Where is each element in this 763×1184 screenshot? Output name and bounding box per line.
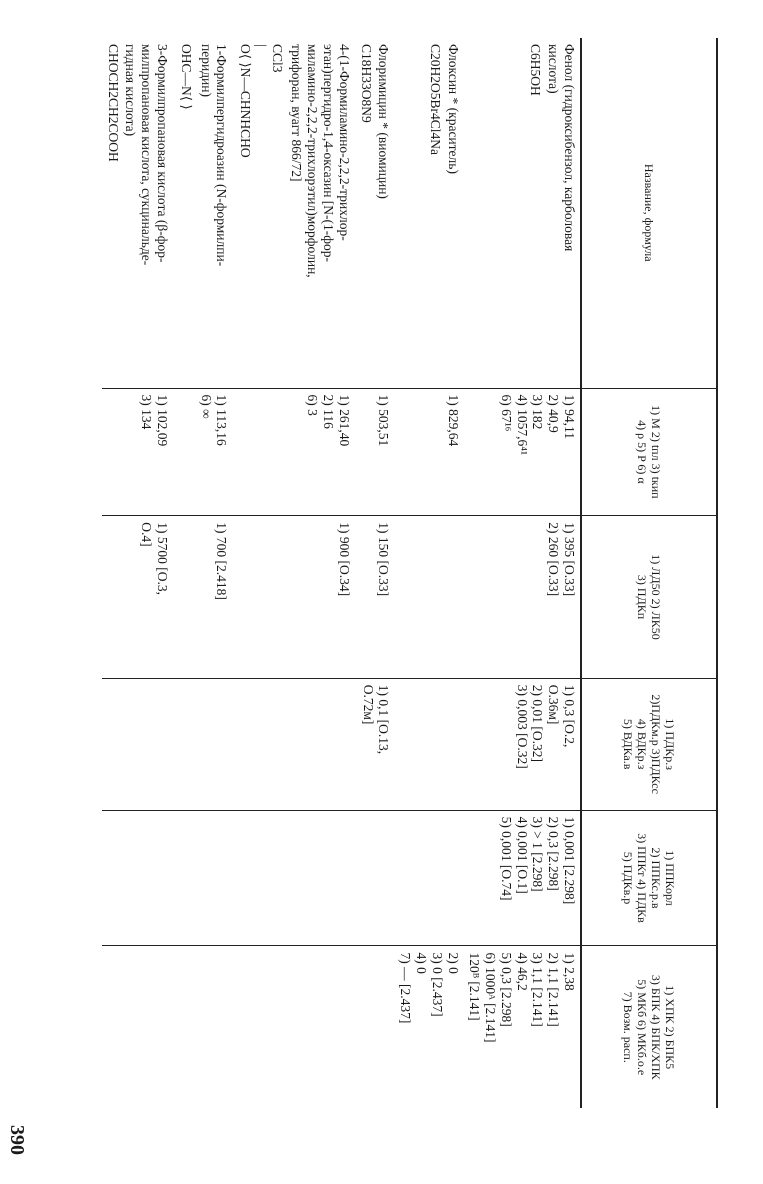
value-line: 6) 1000ᴬ [2.141] xyxy=(483,952,499,1043)
toxicity-cell xyxy=(102,516,173,678)
table-row xyxy=(173,38,232,1108)
substance-name-cell xyxy=(355,38,395,388)
value-line: 5) 0,3 [2.298] xyxy=(498,952,514,1027)
value-line: 2) 260 [О.33] xyxy=(546,522,562,597)
value-line: 4) 1057,6⁴¹ xyxy=(514,394,530,456)
substance-name: гидная кислота) xyxy=(123,44,139,137)
value-line: 1) 0,3 [О.2, xyxy=(562,684,577,748)
value-line: 2) 1,1 [2.141] xyxy=(546,952,562,1027)
table-row xyxy=(102,38,173,1108)
structure-formula xyxy=(237,44,284,382)
water-limits-cell xyxy=(102,810,173,946)
header-line: 1) ПДКр.з xyxy=(663,718,678,770)
air-limits-cell xyxy=(173,678,232,810)
toxicity-cell xyxy=(394,516,463,678)
structure-line: OHC—N⟨ ⟩ xyxy=(178,44,194,110)
value-line: 1) 261,40 xyxy=(336,394,352,447)
table-header-row xyxy=(581,38,717,1108)
value-line: 7) — [2.437] xyxy=(398,952,414,1024)
table-row xyxy=(464,38,581,1108)
value-line: 1) 150 [О.33] xyxy=(376,522,392,597)
data-table-container xyxy=(105,38,718,1108)
value-line: 1) 829,64 xyxy=(445,394,461,447)
substance-name: Флоксин * (краситель) xyxy=(445,44,461,174)
header-line: 2) ППКс.р.в xyxy=(649,847,664,909)
value-line: 2) 0,3 [2.298] xyxy=(546,816,562,891)
bio-oxygen-cell xyxy=(464,946,581,1108)
substance-name: кислота) xyxy=(546,44,562,94)
substance-name-cell xyxy=(102,38,173,388)
substance-name-cell xyxy=(464,38,581,388)
header-line: 3) ППКт 4) ПДКв xyxy=(635,833,649,923)
chemical-formula: CHOCH2CH2COOH xyxy=(105,44,121,162)
header-line: 1) M 2) tпл 3) tкип xyxy=(649,405,664,499)
value-line: 1) 0,001 [2.298] xyxy=(562,816,577,905)
bio-oxygen-cell xyxy=(394,946,463,1108)
table-row xyxy=(355,38,395,1108)
substance-name: этан)пергидро-1,4-оксазин [N-(1-фор- xyxy=(321,44,337,263)
value-line: 1) 0,1 [О.13, xyxy=(376,684,392,755)
value-line: 1) 503,51 xyxy=(376,394,392,447)
header-line: 7) Возм. расп. xyxy=(620,991,635,1063)
value-line: 6) 67¹⁶ xyxy=(498,394,514,432)
structure-line: | xyxy=(253,44,269,47)
value-line: 1) 395 [О.33] xyxy=(562,522,577,597)
header-line: 5) ВДКа.в xyxy=(620,718,635,770)
value-line: 1) 900 [О.34] xyxy=(336,522,352,597)
header-line: 5) МКб 6) МКб.о.е xyxy=(635,979,649,1076)
value-line: О.72м] xyxy=(360,684,376,725)
value-line: 2) 0 xyxy=(445,952,461,974)
bio-oxygen-cell xyxy=(102,946,173,1108)
header-line: 1) ППКорл xyxy=(663,850,678,906)
value-line: О.4] xyxy=(139,522,155,547)
value-line: 1) 2,38 xyxy=(562,952,577,991)
substance-name-cell xyxy=(232,38,354,388)
bio-oxygen-cell xyxy=(355,946,395,1108)
chemical-formula: C6H5OH xyxy=(528,44,544,96)
value-line: 1) 94,11 xyxy=(562,394,577,440)
header-name: Название, формула xyxy=(642,163,657,262)
header-toxicity xyxy=(581,516,717,678)
toxicity-cell xyxy=(464,516,581,678)
value-line: 2) 0,01 [О.32] xyxy=(530,684,546,762)
air-limits-cell xyxy=(232,678,354,810)
hygiene-data-table xyxy=(102,38,718,1108)
air-limits-cell xyxy=(464,678,581,810)
table-row xyxy=(232,38,354,1108)
value-line: 3) 0 [2.437] xyxy=(429,952,445,1017)
value-line: 4) 0,001 [О.1] xyxy=(514,816,530,894)
value-line: 1) 700 [2.418] xyxy=(214,522,230,600)
header-air-limits xyxy=(581,678,717,810)
structure-line: O⟨ ⟩N—CHNHCHO xyxy=(238,44,254,158)
substance-name-cell xyxy=(173,38,232,388)
value-line: 120ᴮ [2.141] xyxy=(467,952,483,1021)
physical-properties-cell xyxy=(355,388,395,516)
bio-oxygen-cell xyxy=(173,946,232,1108)
toxicity-cell xyxy=(173,516,232,678)
table-row xyxy=(394,38,463,1108)
header-line: 2)ПДКм.р 3)ПДКсс xyxy=(649,694,664,794)
substance-name: трифоран, вуагт 866/72] xyxy=(289,44,305,182)
water-limits-cell xyxy=(173,810,232,946)
header-water-limits xyxy=(581,810,717,946)
substance-name: 4-(1-Формиламино-2,2,2-трихлор- xyxy=(336,44,352,241)
air-limits-cell xyxy=(102,678,173,810)
physical-properties-cell xyxy=(464,388,581,516)
physical-properties-cell xyxy=(232,388,354,516)
value-line: 1) 102,09 xyxy=(155,394,171,447)
header-physical-properties xyxy=(581,388,717,516)
physical-properties-cell xyxy=(394,388,463,516)
header-bio-oxygen xyxy=(581,946,717,1108)
header-line: 3) ПДКп xyxy=(635,574,649,620)
substance-name: 3-Формилпропановая кислота (β-фор- xyxy=(155,44,171,263)
value-line: 2) 40,9 xyxy=(546,394,562,433)
table-body xyxy=(102,38,581,1108)
value-line: О.36м] xyxy=(546,684,562,725)
value-line: 4) 0 xyxy=(413,952,429,974)
value-line: 3) 0,003 [О.32] xyxy=(514,684,530,769)
substance-name: миламино-2,2,2-трихлорэтил)морфолин, xyxy=(305,44,321,278)
substance-name: перидин) xyxy=(198,44,214,98)
substance-name: милпропановая кислота, сукцинальде- xyxy=(139,44,155,266)
physical-properties-cell xyxy=(102,388,173,516)
value-line: 3) 1,1 [2.141] xyxy=(530,952,546,1027)
substance-name: 1-Формилпергидроазин (N-формилпи- xyxy=(214,44,230,267)
water-limits-cell xyxy=(464,810,581,946)
structure-line: CCl3 xyxy=(269,44,285,73)
water-limits-cell xyxy=(394,810,463,946)
header-line: 1) ЛД50 2) ЛК50 xyxy=(649,554,664,640)
substance-name: Флоримицин * (виомицин) xyxy=(376,44,392,199)
chemical-formula: C18H33O8N9 xyxy=(358,44,374,123)
header-line: 5) ПДКв.р xyxy=(620,851,635,905)
substance-name: Фенол (гидроксибензол, карболовая xyxy=(562,44,577,252)
bio-oxygen-cell xyxy=(232,946,354,1108)
water-limits-cell xyxy=(355,810,395,946)
physical-properties-cell xyxy=(173,388,232,516)
substance-name-cell xyxy=(394,38,463,388)
chemical-formula: C20H2O5Br4Cl4Na xyxy=(427,44,443,155)
header-line: 4) ВДКр.з xyxy=(635,718,649,770)
toxicity-cell xyxy=(232,516,354,678)
header-line: 4) ρ 5) P 6) α xyxy=(635,420,649,484)
value-line: 3) > 1 [2.298] xyxy=(530,816,546,892)
header-line: 3) БПК 4) БПК/ХПК xyxy=(649,974,664,1080)
air-limits-cell xyxy=(355,678,395,810)
value-line: 1) 5700 [О.3, xyxy=(155,522,171,595)
page-number: 390 xyxy=(6,1125,28,1155)
value-line: 5) 0,001 [О.74] xyxy=(498,816,514,901)
value-line: 1) 113,16 xyxy=(214,394,230,446)
value-line: 6) ∞ xyxy=(198,394,214,419)
value-line: 4) 46,2 xyxy=(514,952,530,991)
water-limits-cell xyxy=(232,810,354,946)
header-line: 1) ХПК 2) БПК5 xyxy=(663,985,678,1070)
structure-formula xyxy=(178,44,194,382)
value-line: 6) 3 xyxy=(305,394,321,416)
air-limits-cell xyxy=(394,678,463,810)
value-line: 3) 182 xyxy=(530,394,546,430)
toxicity-cell xyxy=(355,516,395,678)
value-line: 3) 134 xyxy=(139,394,155,430)
value-line: 2) 116 xyxy=(321,394,337,429)
